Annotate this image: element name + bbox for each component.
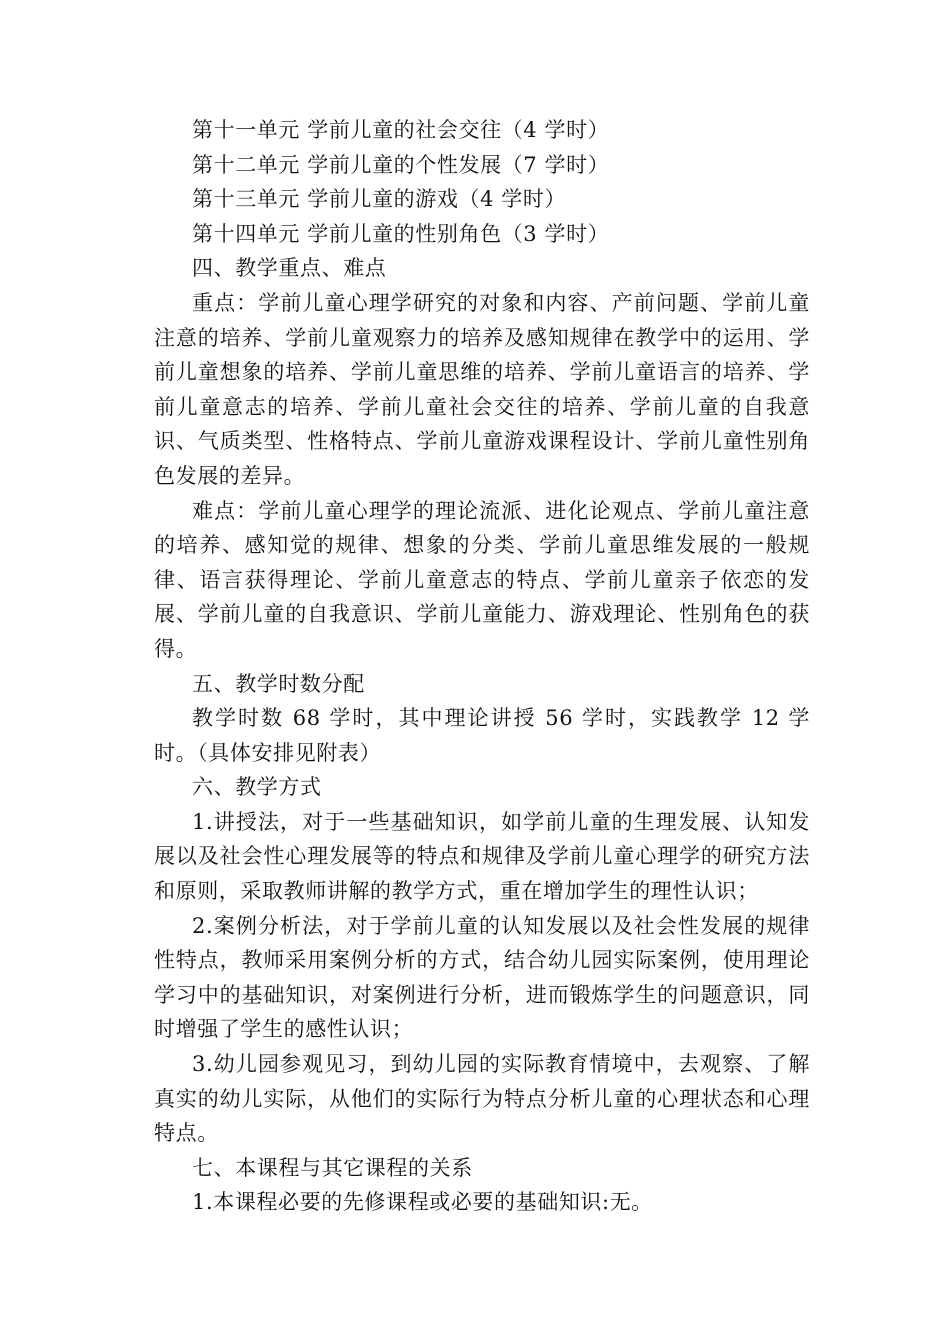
key-points-paragraph: 重点：学前儿童心理学研究的对象和内容、产前问题、学前儿童注意的培养、学前儿童观察力的培养及感知规律在教学中的运用、学前儿童想象的培养、学前儿童思维的培养、学前儿童语言的培养、学前儿童意志的培养、学前儿童社会交往的培养、学前儿童的自我意识、气质类型、性格特点、学前儿童游戏课程设计、学前儿童性别角色发展的差异。 bbox=[154, 290, 810, 488]
document-body bbox=[154, 113, 810, 1220]
unit-14-line: 第十四单元 学前儿童的性别角色（3 学时） bbox=[192, 221, 610, 246]
course-relation-item: 1.本课程必要的先修课程或必要的基础知识:无。 bbox=[192, 1190, 653, 1215]
section-heading-course-relations: 七、本课程与其它课程的关系 bbox=[192, 1155, 473, 1180]
difficult-points-paragraph: 难点：学前儿童心理学的理论流派、进化论观点、学前儿童注意的培养、感知觉的规律、想象的分类、学前儿童思维发展的一般规律、语言获得理论、学前儿童意志的特点、学前儿童亲子依恋的发展、学前儿童的自我意识、学前儿童能力、游戏理论、性别角色的获得。 bbox=[154, 498, 810, 661]
section-heading-key-difficult: 四、教学重点、难点 bbox=[192, 256, 387, 281]
unit-13-line: 第十三单元 学前儿童的游戏（4 学时） bbox=[192, 187, 567, 212]
teaching-method-item: 1.讲授法，对于一些基础知识，如学前儿童的生理发展、认知发展以及社会性心理发展等的特点和规律及学前儿童心理学的研究方法和原则，采取教师讲解的教学方式，重在增加学生的理性认识； bbox=[154, 809, 810, 904]
teaching-method-item: 2.案例分析法，对于学前儿童的认知发展以及社会性发展的规律性特点，教师采用案例分析的方式，结合幼儿园实际案例，使用理论学习中的基础知识，对案例进行分析，进而锻炼学生的问题意识，同时增强了学生的感性认识； bbox=[154, 913, 810, 1042]
teaching-method-item: 3.幼儿园参观见习，到幼儿园的实际教育情境中，去观察、了解真实的幼儿实际，从他们的实际行为特点分析儿童的心理状态和心理特点。 bbox=[154, 1052, 810, 1146]
unit-11-line: 第十一单元 学前儿童的社会交往（4 学时） bbox=[192, 118, 610, 142]
section-heading-teaching-methods: 六、教学方式 bbox=[192, 775, 322, 800]
unit-12-line: 第十二单元 学前儿童的个性发展（7 学时） bbox=[192, 152, 610, 177]
hours-paragraph: 教学时数 68 学时，其中理论讲授 56 学时，实践教学 12 学时。（具体安排见附表） bbox=[154, 706, 810, 765]
section-heading-hours: 五、教学时数分配 bbox=[192, 671, 365, 696]
